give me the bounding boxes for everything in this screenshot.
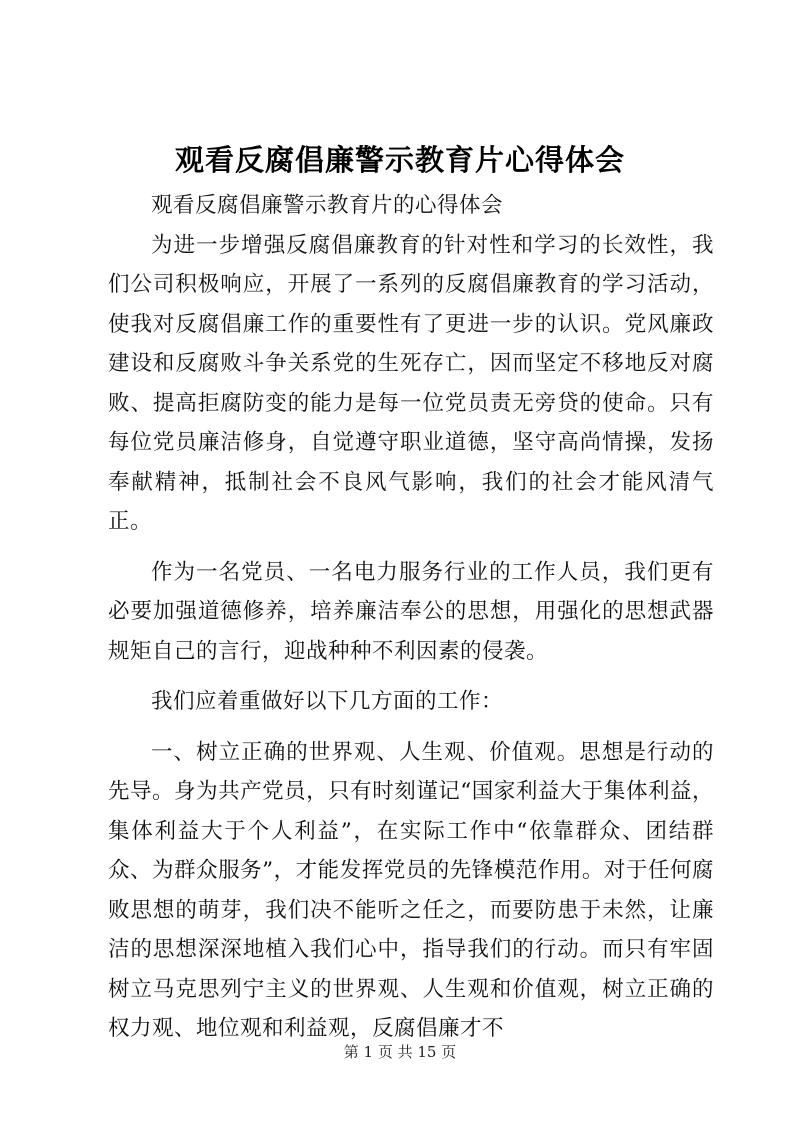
body-paragraph: 一、树立正确的世界观、人生观、价值观。思想是行动的先导。身为共产党员，只有时刻谨记“国家利益大于集体利益，集体利益大于个人利益”，在实际工作中“依靠群众、团结群众、为群众服务”，才能发挥党员的先锋模范作用。对于任何腐败思想的萌芽，我们决不能听之任之，而要防患于未然，让廉洁的思想深深地植入我们心中，指导我们的行动。而只有牢固树立马克思列宁主义的世界观、人生观和价值观，树立正确的权力观、地位观和利益观，反腐倡廉才不 xyxy=(108,739,714,1041)
body-paragraph: 我们应着重做好以下几方面的工作： xyxy=(151,689,504,714)
body-paragraph: 作为一名党员、一名电力服务行业的工作人员，我们更有必要加强道德修养，培养廉洁奉公的思想，用强化的思想武器规矩自己的言行，迎战种种不利因素的侵袭。 xyxy=(108,559,714,664)
body-paragraph: 为进一步增强反腐倡廉教育的针对性和学习的长效性，我们公司积极响应，开展了一系列的反腐倡廉教育的学习活动，使我对反腐倡廉工作的重要性有了更进一步的认识。党风廉政建设和反腐败斗争关系党的生死存亡，因而坚定不移地反对腐败、提高拒腐防变的能力是每一位党员责无旁贷的使命。只有每位党员廉洁修身，自觉遵守职业道德，坚守高尚情操，发扬奉献精神，抵制社会不良风气影响，我们的社会才能风清气正。 xyxy=(108,232,714,534)
page-number-footer: 第 1 页 共 15 页 xyxy=(343,1043,457,1061)
document-subtitle: 观看反腐倡廉警示教育片的心得体会 xyxy=(151,193,504,218)
document-body xyxy=(108,186,714,1060)
document-title: 观看反腐倡廉警示教育片心得体会 xyxy=(174,143,625,177)
